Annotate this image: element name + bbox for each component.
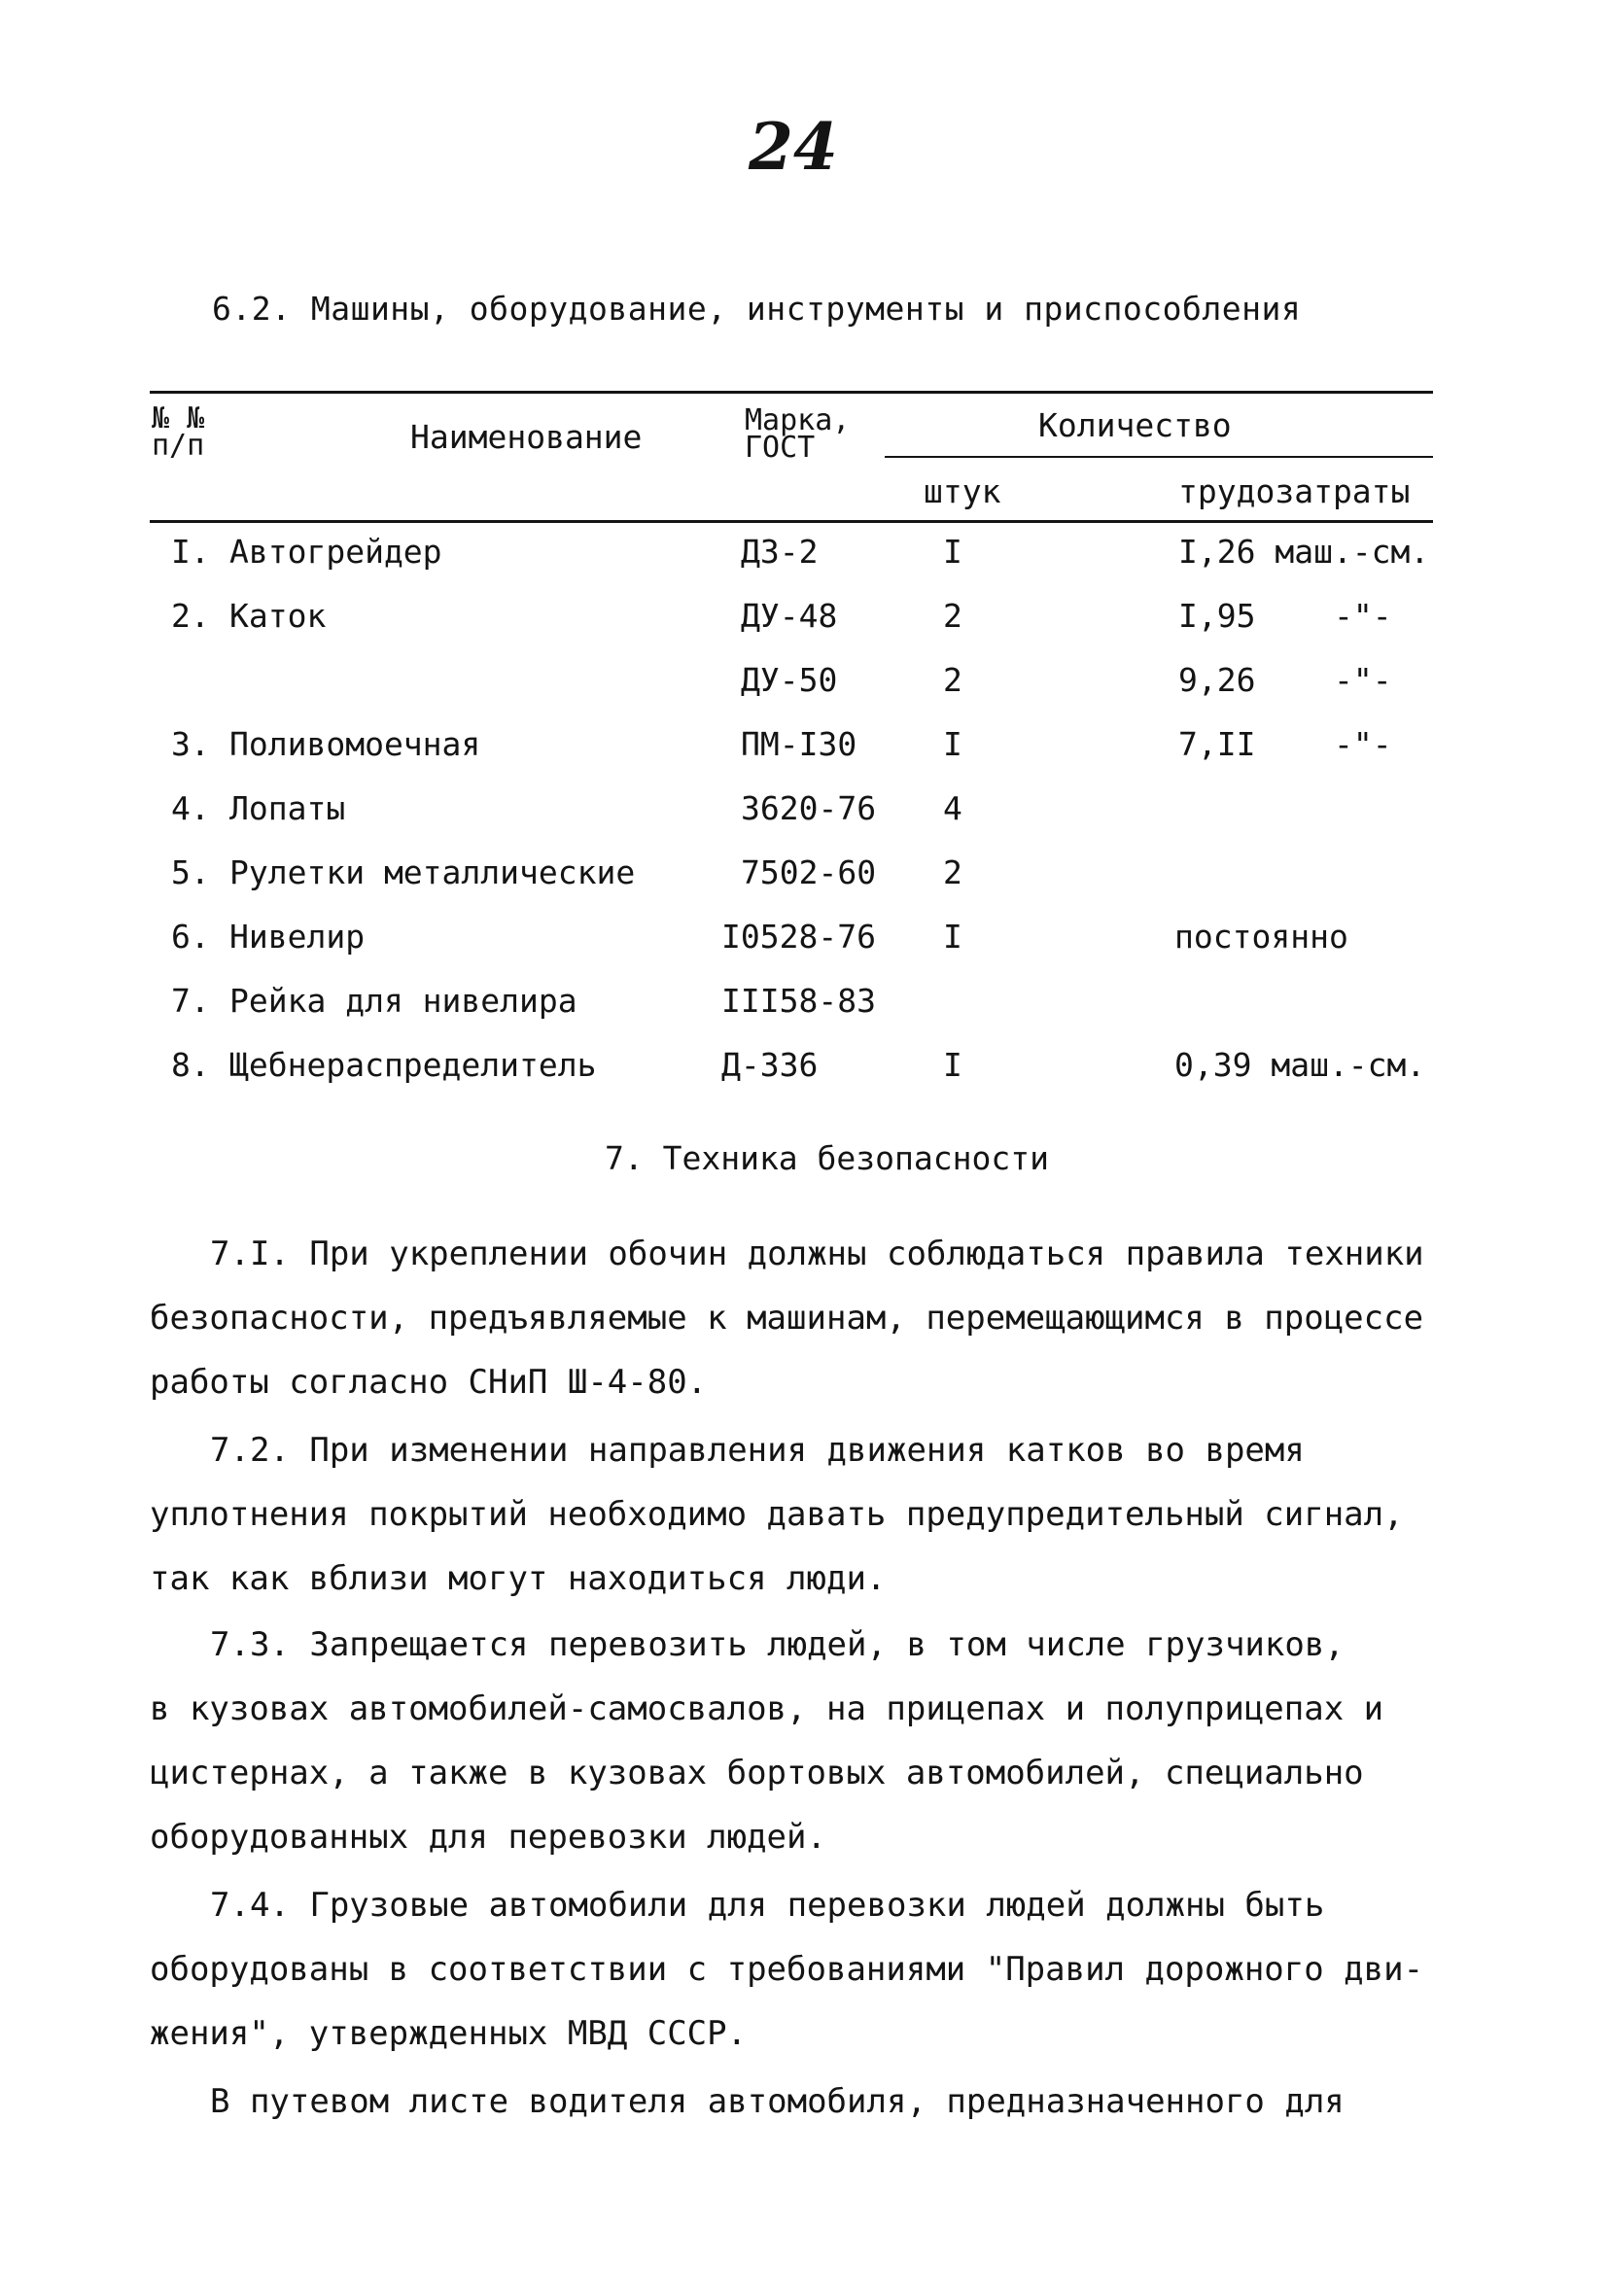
row-pieces: 2 xyxy=(943,597,962,635)
paragraph-line: 7.2. При изменении направления движения катков во время xyxy=(210,1431,1305,1470)
paragraph-line: уплотнения покрытий необходимо давать предупредительный сигнал, xyxy=(150,1495,1404,1534)
table-top-rule xyxy=(150,391,1433,394)
row-num: 7. xyxy=(171,982,210,1020)
header-name: Наименование xyxy=(410,418,643,456)
paragraph-line: 7.4. Грузовые автомобили для перевозки людей должны быть xyxy=(210,1886,1325,1925)
row-pieces: 2 xyxy=(943,853,962,891)
row-brand: ДЗ-2 xyxy=(741,533,819,571)
row-labor-mark: -"- xyxy=(1334,597,1392,635)
paragraph-line: так как вблизи могут находиться люди. xyxy=(150,1559,887,1598)
row-num: 4. xyxy=(171,789,210,827)
row-name: Поливомоечная xyxy=(229,725,481,763)
header-brand-line2: ГОСТ xyxy=(745,431,816,465)
row-pieces: I xyxy=(943,725,962,763)
paragraph-line: 7.3. Запрещается перевозить людей, в том числе грузчиков, xyxy=(210,1625,1345,1664)
row-num: 8. xyxy=(171,1046,210,1084)
row-name: Рейка для нивелира xyxy=(229,982,577,1020)
row-brand: I0528-76 xyxy=(721,918,876,956)
header-brand-line1: Марка, xyxy=(745,403,851,437)
paragraph-line: оборудованных для перевозки людей. xyxy=(150,1818,826,1857)
row-num: 5. xyxy=(171,853,210,891)
row-name: Каток xyxy=(229,597,327,635)
row-num: 2. xyxy=(171,597,210,635)
row-num: I. xyxy=(171,533,210,571)
row-labor-mark: -"- xyxy=(1334,661,1392,699)
header-labor: трудозатраты xyxy=(1178,472,1411,510)
row-brand: ПМ-I30 xyxy=(741,725,857,763)
row-name: Щебнераспределитель xyxy=(229,1046,597,1084)
paragraph-line: в кузовах автомобилей-самосвалов, на прицепах и полуприцепах и xyxy=(150,1689,1384,1728)
paragraph-line: оборудованы в соответствии с требованиями "Правил дорожного дви- xyxy=(150,1950,1424,1989)
row-brand: 3620-76 xyxy=(741,789,877,827)
paragraph-line: В путевом листе водителя автомобиля, предназначенного для xyxy=(210,2082,1345,2121)
row-labor: 9,26 xyxy=(1178,661,1256,699)
section-heading: 6.2. Машины, оборудование, инструменты и приспособления xyxy=(212,290,1302,328)
row-pieces: I xyxy=(943,918,962,956)
paragraph-line: безопасности, предъявляемые к машинам, перемещающимся в процессе xyxy=(150,1299,1424,1338)
row-name: Автогрейдер xyxy=(229,533,442,571)
paragraph-line: цистернах, а также в кузовах бортовых автомобилей, специально xyxy=(150,1754,1364,1792)
paragraph-line: 7.I. При укреплении обочин должны соблюдаться правила техники xyxy=(210,1235,1424,1273)
row-labor: 0,39 маш.-см. xyxy=(1174,1046,1426,1084)
paragraph-line: жения", утвержденных МВД СССР. xyxy=(150,2014,748,2053)
row-brand: Д-336 xyxy=(721,1046,819,1084)
row-name: Лопаты xyxy=(229,789,346,827)
header-quantity: Количество xyxy=(1038,406,1232,444)
row-brand: 7502-60 xyxy=(741,853,877,891)
safety-section-title: 7. Техника безопасности xyxy=(605,1139,1049,1177)
row-num: 6. xyxy=(171,918,210,956)
header-num-line1: № № xyxy=(152,401,205,435)
row-labor: 7,II xyxy=(1178,725,1256,763)
row-brand: III58-83 xyxy=(721,982,876,1020)
row-labor: I,95 xyxy=(1178,597,1256,635)
row-name: Рулетки металлические xyxy=(229,853,636,891)
row-labor-mark: -"- xyxy=(1334,725,1392,763)
row-num: 3. xyxy=(171,725,210,763)
table-header-bottom-rule xyxy=(150,520,1433,523)
row-brand: ДУ-48 xyxy=(741,597,838,635)
row-labor: постоянно xyxy=(1174,918,1348,956)
row-pieces: 4 xyxy=(943,789,962,827)
row-pieces: 2 xyxy=(943,661,962,699)
quantity-header-rule xyxy=(885,456,1433,458)
header-num-line2: п/п xyxy=(152,429,205,463)
page-number: 24 xyxy=(749,109,838,185)
paragraph-line: работы согласно СНиП Ш-4-80. xyxy=(150,1363,708,1402)
row-pieces: I xyxy=(943,533,962,571)
row-name: Нивелир xyxy=(229,918,366,956)
row-pieces: I xyxy=(943,1046,962,1084)
header-pieces: штук xyxy=(924,472,1001,510)
row-brand: ДУ-50 xyxy=(741,661,838,699)
row-labor: I,26 маш.-см. xyxy=(1178,533,1430,571)
